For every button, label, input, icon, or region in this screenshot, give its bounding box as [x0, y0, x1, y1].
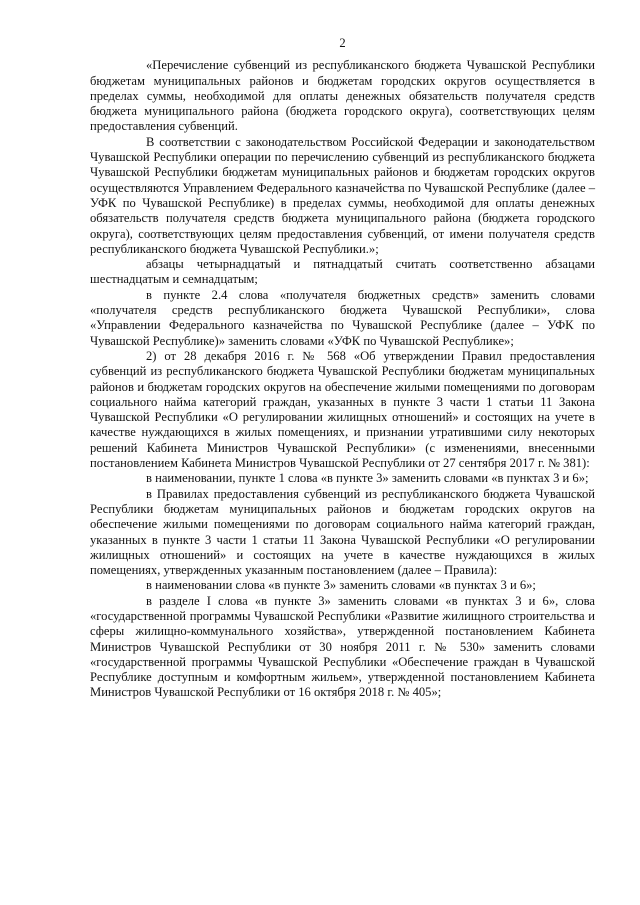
- paragraph-5: 2) от 28 декабря 2016 г. № 568 «Об утверждении Правил предоставления субвенций из республиканского бюджета Чувашской Республики бюджетам муниципальных районов и бюджетам городских округов на обеспечение жилыми помещениями по договорам социального найма категорий граждан, указанных в пункте 3 части 1 статьи 11 Закона Чувашской Республики «О регулировании жилищных отношений» и состоящих на учете в качестве нуждающихся в жилых помещениях, и признании утратившими силу некоторых решений Кабинета Министров Чувашской Республики» (с изменениями, внесенными постановлением Кабинета Министров Чувашской Республики от 27 сентября 2017 г. № 381):: [90, 348, 595, 471]
- paragraph-8: в наименовании слова «в пункте 3» заменить словами «в пунктах 3 и 6»;: [146, 578, 536, 593]
- document-page: [90, 36, 595, 701]
- paragraph-2: В соответствии с законодательством Российской Федерации и законодательством Чувашской Республики операции по перечислению субвенций из республиканского бюджета Чувашской Республики бюджетам муниципальных районов и бюджетам городских округов осуществляются Управлением Федерального казначейства по Чувашской Республике (далее – УФК по Чувашской Республике) в пределах суммы, необходимой для оплаты денежных обязательств получателя средств бюджета муниципального района (бюджета городского округа), соответствующих целям предоставления субвенций, от имени получателя средств республиканского бюджета Чувашской Республики.»;: [90, 134, 595, 256]
- paragraph-3: абзацы четырнадцатый и пятнадцатый считать соответственно абзацами шестнадцатым и семнадцатым;: [90, 257, 595, 287]
- paragraph-1: «Перечисление субвенций из республиканского бюджета Чувашской Республики бюджетам муниципальных районов и бюджетам городских округов осуществляется в пределах суммы, необходимой для оплаты денежных обязательств получателя средств бюджета муниципального района (бюджета городского округа), соответствующих целям предоставления субвенций.: [90, 58, 595, 134]
- paragraph-9: в разделе I слова «в пункте 3» заменить словами «в пунктах 3 и 6», слова «государственной программы Чувашской Республики «Развитие жилищного строительства и сферы жилищно-коммунального хозяйства», утвержденной постановлением Кабинета Министров Чувашской Республики от 30 ноября 2011 г. № 530» заменить словами «государственной программы Чувашской Республики «Обеспечение граждан в Чувашской Республике доступным и комфортным жильем», утвержденной постановлением Кабинета Министров Чувашской Республики от 16 октября 2018 г. № 405»;: [90, 593, 596, 700]
- page-number: 2: [339, 36, 346, 50]
- paragraph-7: в Правилах предоставления субвенций из республиканского бюджета Чувашской Республики бюджетам муниципальных районов и бюджетам городских округов на обеспечение жилыми помещениями по договорам социального найма категорий граждан, указанных в пункте 3 части 1 статьи 11 Закона Чувашской Республики «О регулировании жилищных отношений» и состоящих на учете в качестве нуждающихся в жилых помещениях, утвержденных указанным постановлением (далее – Правила):: [90, 486, 595, 578]
- paragraph-6: в наименовании, пункте 1 слова «в пункте 3» заменить словами «в пунктах 3 и 6»;: [146, 471, 589, 486]
- paragraph-4: в пункте 2.4 слова «получателя бюджетных средств» заменить словами «получателя средств республиканского бюджета Чувашской Республики», слова «Управлении Федерального казначейства по Чувашской Республике (далее – УФК по Чувашской Республике)» заменить словами «УФК по Чувашской Республике»;: [90, 287, 595, 348]
